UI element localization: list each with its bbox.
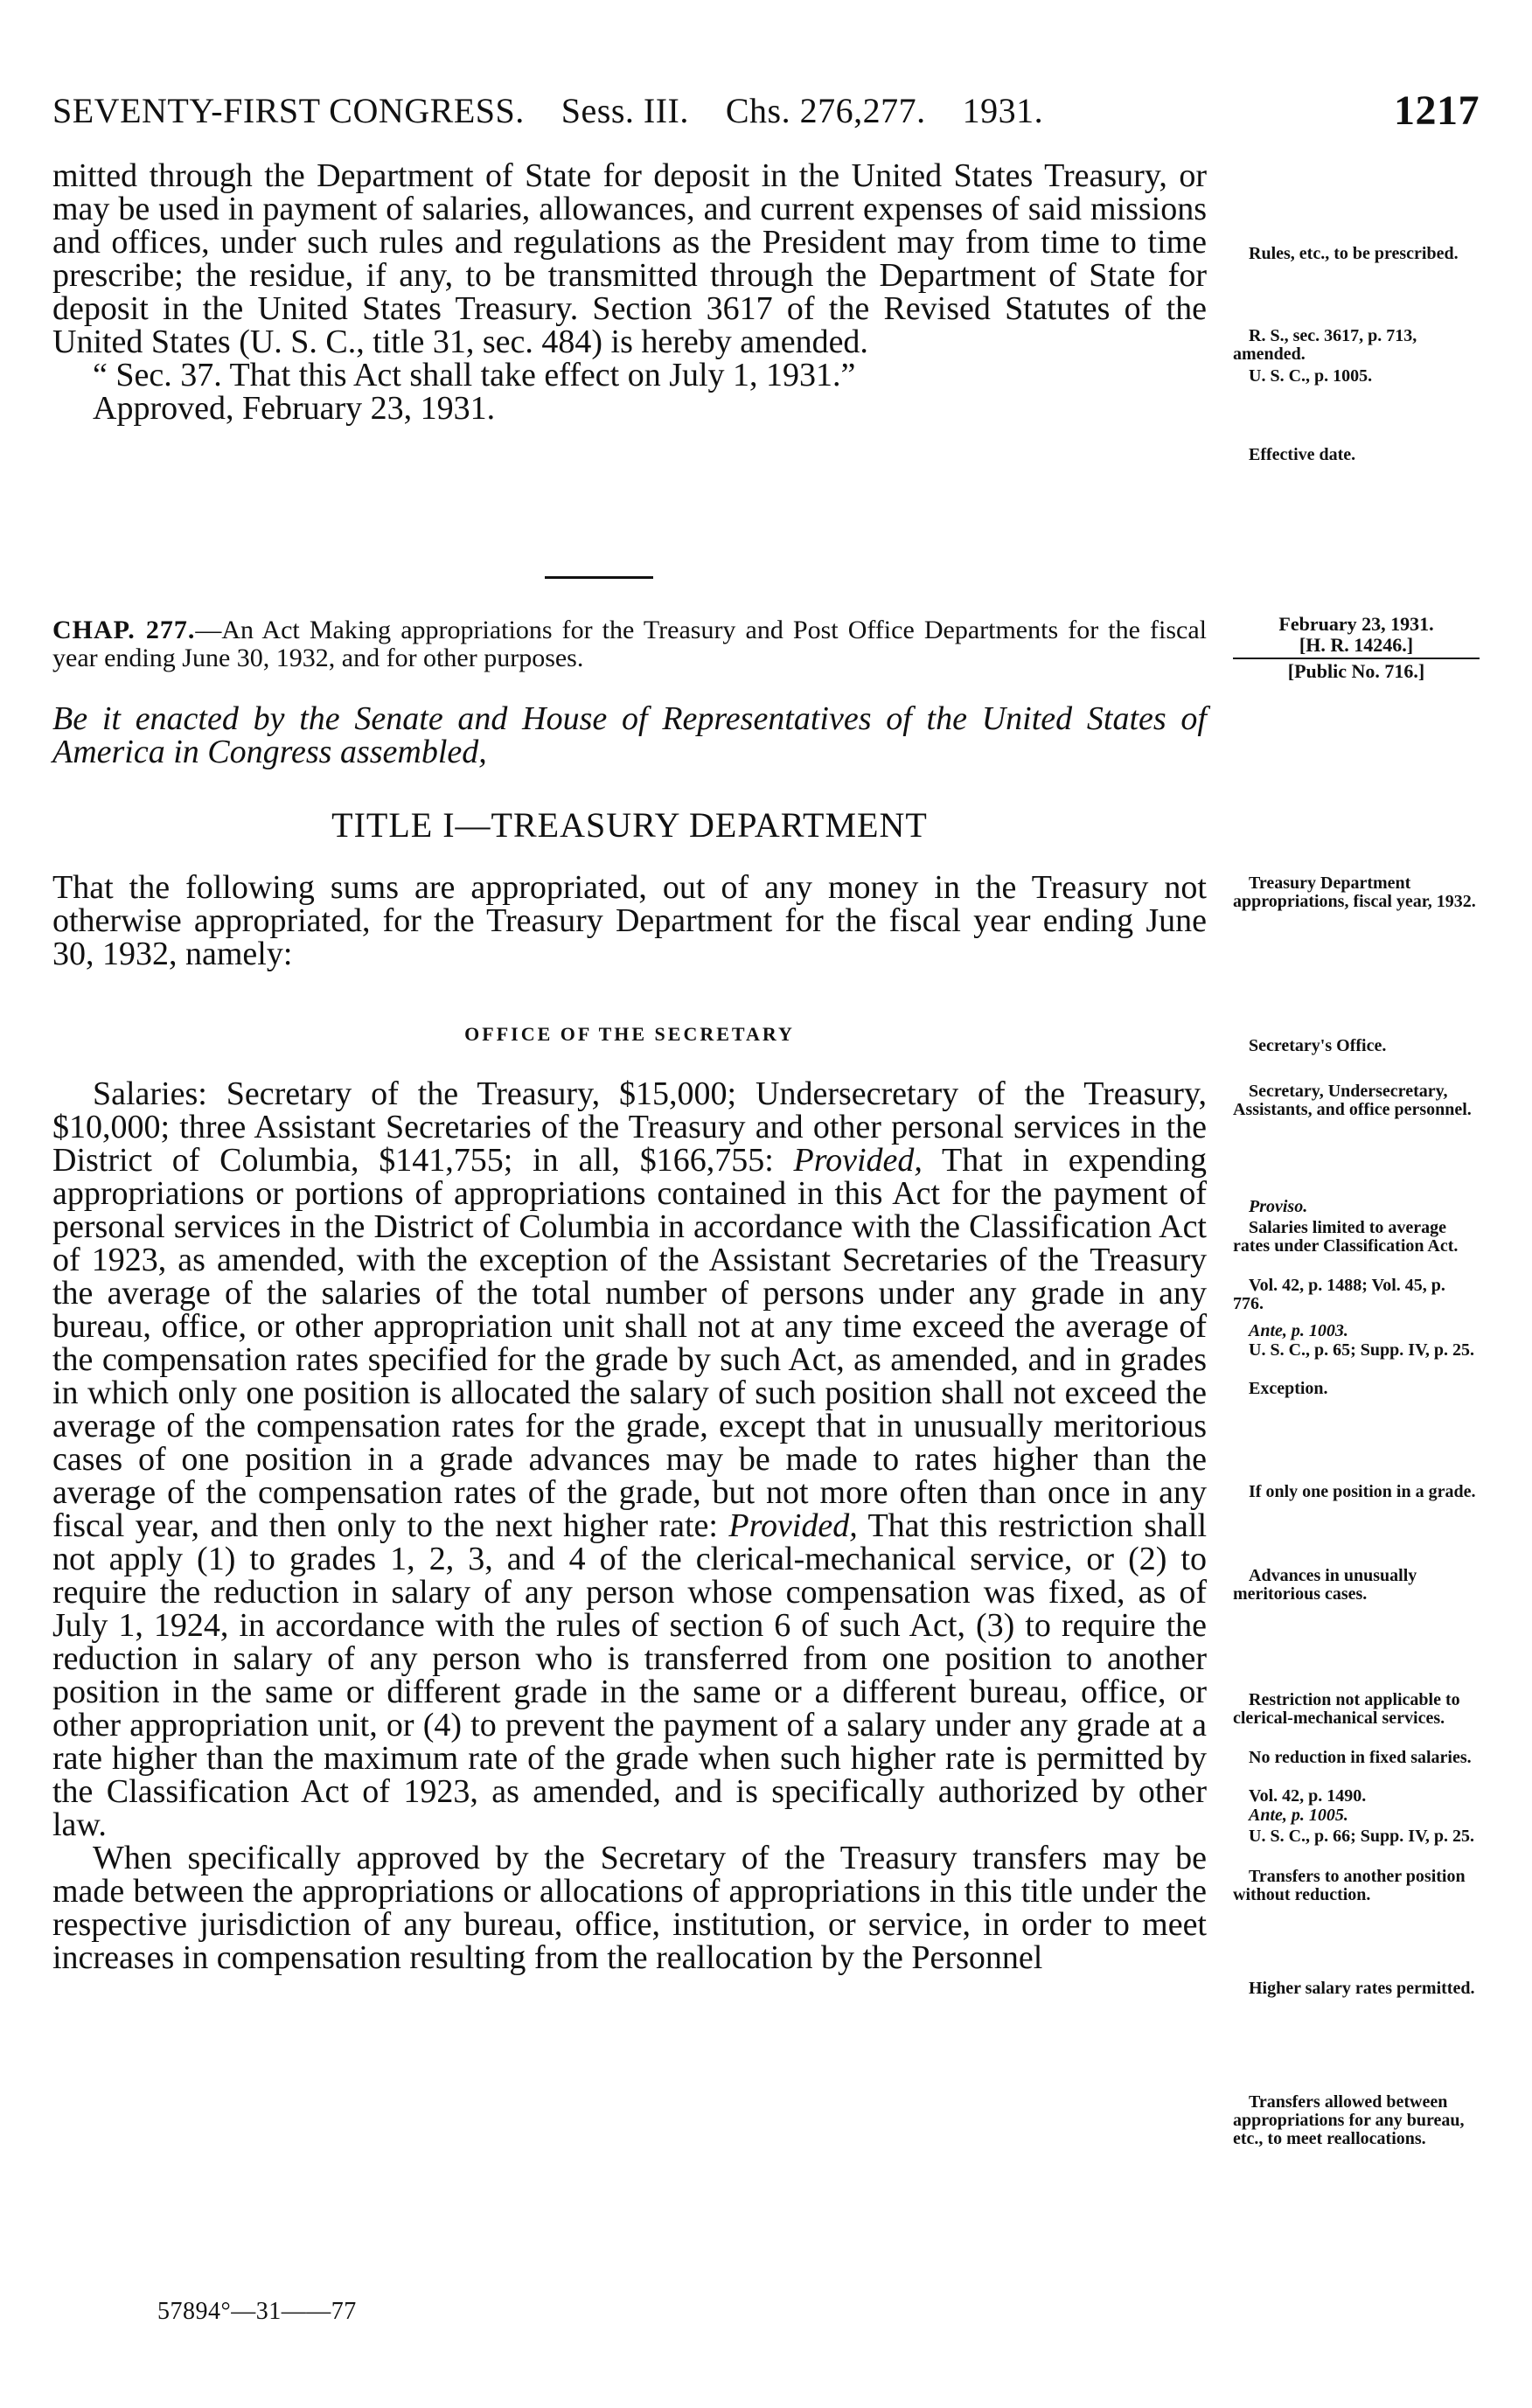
enacting-clause: Be it enacted by the Senate and House of Representatives of the United States of America in Congress assembled,: [52, 700, 1207, 770]
margin-note-one-position: If only one position in a grade.: [1249, 1482, 1476, 1501]
chapter-number: CHAP. 277.: [52, 616, 196, 644]
margin-note-vol42: Vol. 42, p. 1488; Vol. 45, p. 776.: [1233, 1276, 1445, 1313]
section-divider: [545, 576, 653, 579]
session-label: Sess. III.: [561, 91, 689, 130]
appropriation-intro-block: [52, 871, 1207, 971]
chapter-heading: [52, 616, 1207, 672]
running-head: [52, 86, 1480, 136]
page-number: 1217: [1394, 87, 1480, 134]
margin-note-secretary-office: Secretary's Office.: [1249, 1036, 1387, 1055]
margin-public-no: [Public No. 716.]: [1287, 660, 1425, 682]
proviso-word-2: Provided,: [728, 1507, 858, 1544]
margin-note-clerical: Restriction not applicable to clerical-mechanical services.: [1233, 1690, 1460, 1728]
margin-note-effective: Effective date.: [1249, 445, 1356, 464]
margin-note-salaries-limited: Salaries limited to average rates under Classification Act.: [1233, 1218, 1459, 1256]
continued-paragraph: mitted through the Department of State for deposit in the United States Treasury, or may be used in payment of salaries, allowances, and current expenses of said missions and offices, under such rules and regulations as the President may from time to time prescribe; the residue, if any, to be transmitted through the Department of State for deposit in the United States Treasury. Section 3617 of the Revised Statutes of the United States (U. S. C., title 31, sec. 484) is hereby amended.: [52, 157, 1207, 360]
margin-note-treasury-dept: Treasury Department appropriations, fiscal year, 1932.: [1233, 873, 1476, 911]
salaries-section: [52, 1077, 1207, 1974]
printer-mark: 57894°—31——77: [157, 2298, 357, 2325]
approved-line: Approved, February 23, 1931.: [93, 390, 496, 427]
margin-note-higher-salary: Higher salary rates permitted.: [1249, 1979, 1475, 1998]
margin-date-block: [1233, 614, 1480, 682]
margin-note-ante-1003: Ante, p. 1003.: [1249, 1321, 1348, 1340]
margin-note-rs-ref: R. S., sec. 3617, p. 713, amended.: [1233, 326, 1417, 364]
salaries-text-3: That this restriction shall not apply (1) to grades 1, 2, 3, and 4 of the clerical-mechanical service, or (2) to require the reduction in salary of any person whose compensation was fixed, as of July 1, 1924, in accordance with the rules of section 6 of such Act, (3) to require the reduction in salary of any person who is transferred from one position to another position in the same or different grade in the same or a different bureau, office, or other appropriation unit, or (4) to prevent the payment of a salary under any grade at a rate higher than the maximum rate of the grade when such higher rate is permitted by the Classification Act of 1923, as amended, and is specifically authorized by other law.: [52, 1507, 1207, 1843]
salaries-text-2: That in expending appropriations or portions of appropriations contained in this Act for the payment of personal services in the District of Columbia in accordance with the Classification Act of 1923, as amended, with the exception of the Assistant Secretaries of the Treasury the average of the salaries of the total number of persons under any grade in any bureau, office, or other appropriation unit shall not at any time exceed the average of the compensation rates specified for the grade by such Act, as amended, and in grades in which only one position is allocated the salary of such position shall not exceed the average of the compensation rates for the grade, except that in unusually meritorious cases of one position in a grade advances may be made to rates higher than the average of the compensation rates of the grade, but not more often than once in any fiscal year, and then only to the next higher rate:: [52, 1142, 1207, 1544]
transfers-paragraph: When specifically approved by the Secretary of the Treasury transfers may be made between the appropriations or allocations of appropriations in this title under the respective jurisdiction of any bureau, office, institution, or service, in order to meet increases in compensation resulting from the reallocation by the Personnel: [52, 1840, 1207, 1976]
chapters-label: Chs. 276,277.: [725, 91, 926, 130]
proviso-word-1: Provided,: [793, 1142, 923, 1179]
margin-note-secretary-personnel: Secretary, Undersecretary, Assistants, and office personnel.: [1233, 1082, 1472, 1119]
continued-section: [52, 159, 1207, 425]
chapter-description: —An Act Making appropriations for the Treasury and Post Office Departments for the fiscal year ending June 30, 1932, and for other purposes.: [52, 616, 1207, 672]
office-heading: OFFICE OF THE SECRETARY: [464, 1023, 795, 1045]
year-label: 1931.: [962, 91, 1044, 130]
margin-note-transfers-position: Transfers to another position without reduction.: [1233, 1867, 1466, 1904]
margin-note-no-reduction: No reduction in fixed salaries.: [1249, 1748, 1472, 1767]
margin-note-vol42-1490: Vol. 42, p. 1490.: [1249, 1786, 1367, 1806]
margin-hr-ref: [H. R. 14246.]: [1233, 635, 1480, 659]
margin-date: February 23, 1931.: [1278, 613, 1434, 635]
salaries-text-1: Salaries: Secretary of the Treasury, $15,000; Undersecretary of the Treasury, $10,000; three Assistant Secretaries of the Treasury and other personal services in the District of Columbia, $141,755; in all, $166,755:: [52, 1075, 1207, 1179]
margin-note-exception: Exception.: [1249, 1379, 1328, 1398]
margin-note-usc-65: U. S. C., p. 65; Supp. IV, p. 25.: [1249, 1340, 1475, 1360]
salaries-paragraph: [52, 1077, 1207, 1841]
margin-note-meritorious: Advances in unusually meritorious cases.: [1233, 1566, 1417, 1604]
margin-note-transfers-allowed: Transfers allowed between appropriations for any bureau, etc., to meet reallocations.: [1233, 2092, 1465, 2148]
section-37-quote: “ Sec. 37. That this Act shall take effect on July 1, 1931.”: [93, 357, 856, 393]
appropriation-intro: That the following sums are appropriated, out of any money in the Treasury not otherwise appropriated, for the Treasury Department for the fiscal year ending June 30, 1932, namely:: [52, 869, 1207, 972]
margin-note-proviso: Proviso.: [1249, 1197, 1308, 1216]
margin-note-usc-66: U. S. C., p. 66; Supp. IV, p. 25.: [1249, 1827, 1475, 1846]
title-heading: TITLE I—TREASURY DEPARTMENT: [331, 805, 928, 845]
margin-note-usc-ref: U. S. C., p. 1005.: [1249, 366, 1373, 386]
margin-note-rules: Rules, etc., to be prescribed.: [1249, 244, 1459, 263]
congress-label: SEVENTY-FIRST CONGRESS.: [52, 91, 525, 130]
running-head-text: [52, 86, 1043, 136]
margin-note-ante-1005: Ante, p. 1005.: [1249, 1806, 1348, 1825]
